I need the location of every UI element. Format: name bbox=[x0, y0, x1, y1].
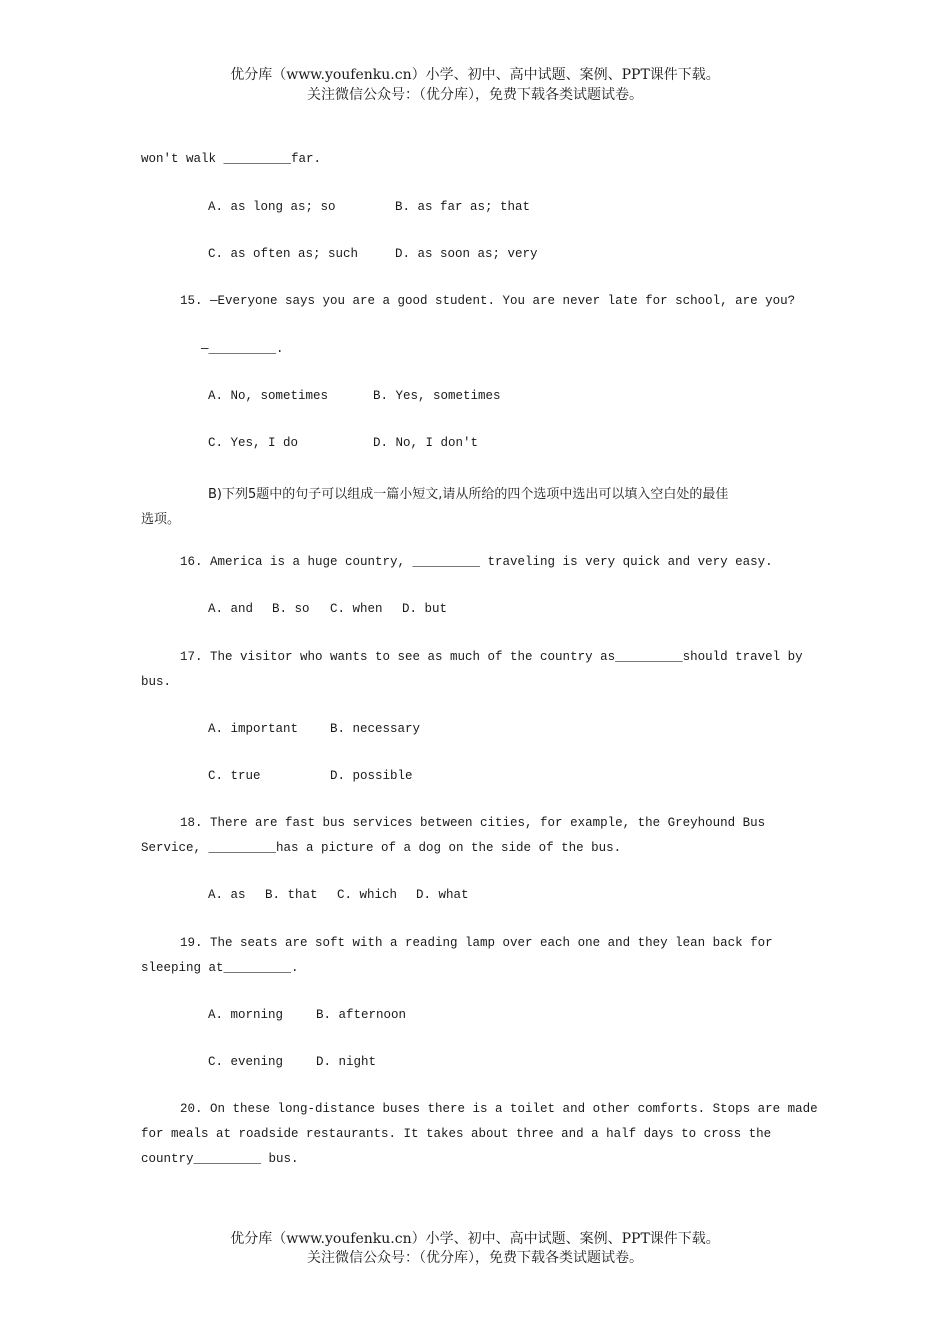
section-b-instruction-line-1: B)下列5题中的句子可以组成一篇小短文,请从所给的四个选项中选出可以填入空白处的最佳 bbox=[208, 487, 729, 502]
q15-option-d: D. No, I don't bbox=[373, 436, 479, 450]
q17-option-d: D. possible bbox=[330, 769, 413, 783]
q15-answer-line: —_________. bbox=[201, 342, 284, 356]
q18-option-a: A. as bbox=[208, 888, 246, 902]
q14-stem-tail: won't walk _________far. bbox=[141, 152, 322, 166]
q17-option-c: C. true bbox=[208, 769, 261, 783]
q18-stem-line-2: Service, _________has a picture of a dog on the side of the bus. bbox=[141, 841, 622, 855]
q17-option-a: A. important bbox=[208, 722, 299, 736]
q19-option-c: C. evening bbox=[208, 1055, 284, 1069]
q17-stem-line-2: bus. bbox=[141, 675, 172, 689]
q14-option-b: B. as far as; that bbox=[395, 200, 531, 214]
section-b-instruction-line-2: 选项。 bbox=[141, 512, 181, 527]
q15-option-a: A. No, sometimes bbox=[208, 389, 329, 403]
q14-option-a: A. as long as; so bbox=[208, 200, 336, 214]
q14-option-c: C. as often as; such bbox=[208, 247, 359, 261]
q19-option-a: A. morning bbox=[208, 1008, 284, 1022]
q19-option-d: D. night bbox=[316, 1055, 377, 1069]
page-header-line-1: 优分库（www.youfenku.cn）小学、初中、高中试题、案例、PPT课件下载。 bbox=[230, 67, 720, 83]
q20-stem-line-1: 20. On these long-distance buses there is a toilet and other comforts. Stops are made bbox=[180, 1102, 818, 1116]
q16-option-a: A. and bbox=[208, 602, 254, 616]
q15-option-c: C. Yes, I do bbox=[208, 436, 299, 450]
q15-stem: 15. —Everyone says you are a good student. You are never late for school, are you? bbox=[180, 294, 796, 308]
q18-option-c: C. which bbox=[337, 888, 398, 902]
q18-stem-line-1: 18. There are fast bus services between cities, for example, the Greyhound Bus bbox=[180, 816, 766, 830]
page-header-line-2: 关注微信公众号：（优分库），免费下载各类试题试卷。 bbox=[307, 87, 643, 103]
q20-stem-line-2: for meals at roadside restaurants. It takes about three and a half days to cross the bbox=[141, 1127, 772, 1141]
q16-option-b: B. so bbox=[272, 602, 310, 616]
q17-option-b: B. necessary bbox=[330, 722, 421, 736]
q14-option-d: D. as soon as; very bbox=[395, 247, 538, 261]
q18-option-b: B. that bbox=[265, 888, 318, 902]
q17-stem-line-1: 17. The visitor who wants to see as much of the country as_________should travel by bbox=[180, 650, 803, 664]
q19-stem-line-1: 19. The seats are soft with a reading lamp over each one and they lean back for bbox=[180, 936, 773, 950]
q16-option-d: D. but bbox=[402, 602, 448, 616]
q16-option-c: C. when bbox=[330, 602, 383, 616]
q19-stem-line-2: sleeping at_________. bbox=[141, 961, 299, 975]
q19-option-b: B. afternoon bbox=[316, 1008, 407, 1022]
page-footer-line-1: 优分库（www.youfenku.cn）小学、初中、高中试题、案例、PPT课件下载。 bbox=[230, 1231, 720, 1247]
q16-stem: 16. America is a huge country, _________ traveling is very quick and very easy. bbox=[180, 555, 773, 569]
q20-stem-line-3: country_________ bus. bbox=[141, 1152, 299, 1166]
q18-option-d: D. what bbox=[416, 888, 469, 902]
page-footer-line-2: 关注微信公众号：（优分库），免费下载各类试题试卷。 bbox=[307, 1250, 643, 1266]
q15-option-b: B. Yes, sometimes bbox=[373, 389, 501, 403]
